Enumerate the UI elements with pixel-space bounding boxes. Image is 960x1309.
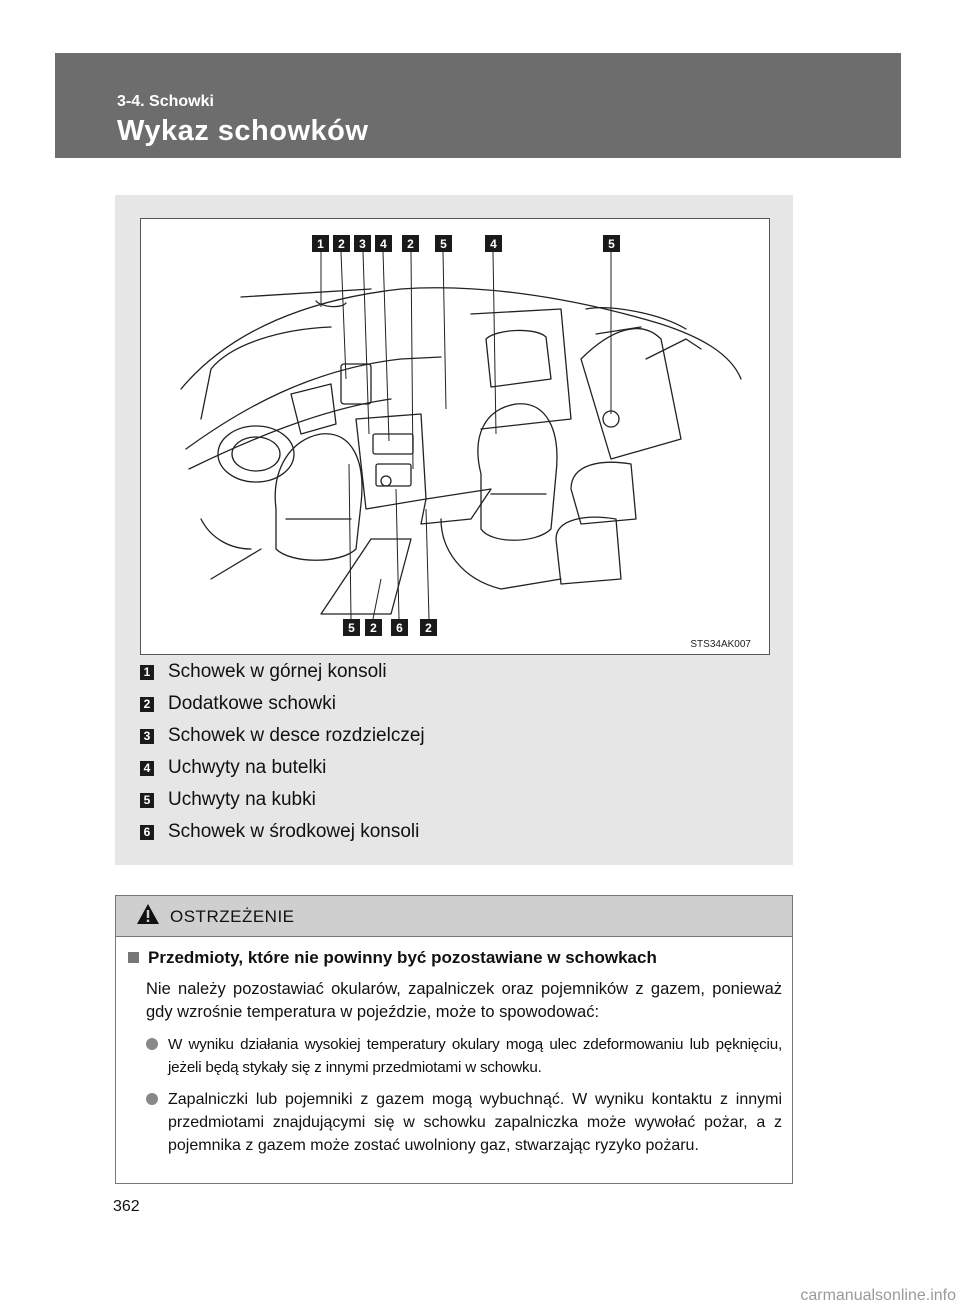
warning-paragraph: Nie należy pozostawiać okularów, zapalniczek oraz pojemników z gazem, ponieważ gdy wzrośnie temperatura w pojeździe, może to spowodować: <box>146 980 782 1021</box>
figure-panel <box>115 195 793 865</box>
warning-icon <box>136 903 160 925</box>
legend-item <box>140 720 768 752</box>
warning-bullet-text: Zapalniczki lub pojemniki z gazem mogą wybuchnąć. W wyniku kontaktu z innymi przedmiotami znajdującymi się w schowku zapalniczka może wywołać pożar, a z pojemnika z gazem może zostać uwolniony gaz, stwarzając ryzyko pożaru. <box>168 1091 782 1154</box>
warning-body <box>128 948 782 1157</box>
legend-label: Uchwyty na butelki <box>168 757 327 778</box>
callout-bottom-5: 5 <box>348 621 355 635</box>
number-badge: 2 <box>140 697 154 712</box>
legend-item <box>140 688 768 720</box>
warning-subhead <box>128 948 782 968</box>
legend-label: Schowek w górnej konsoli <box>168 661 387 682</box>
bullet-dot-icon <box>146 1038 158 1050</box>
callout-bottom-6: 6 <box>396 621 403 635</box>
legend-item <box>140 816 768 848</box>
callout-5b: 5 <box>608 237 615 251</box>
warning-label: OSTRZEŻENIE <box>170 907 295 926</box>
bullet-dot-icon <box>146 1093 158 1105</box>
section-label: 3-4. Schowki <box>117 93 214 110</box>
callouts-bottom <box>343 464 437 636</box>
illustration-code: STS34AK007 <box>690 639 751 650</box>
legend-item <box>140 784 768 816</box>
callout-1: 1 <box>317 237 324 251</box>
page-number: 362 <box>113 1198 140 1215</box>
legend-label: Dodatkowe schowki <box>168 693 336 714</box>
legend-item <box>140 752 768 784</box>
number-badge: 5 <box>140 793 154 808</box>
warning-bullet <box>146 1088 782 1157</box>
callout-2: 2 <box>338 237 345 251</box>
number-badge: 3 <box>140 729 154 744</box>
legend-item <box>140 656 768 688</box>
warning-box <box>115 895 793 1184</box>
callout-4b: 4 <box>490 237 497 251</box>
callout-3: 3 <box>359 237 366 251</box>
warning-subhead-text: Przedmioty, które nie powinny być pozostawiane w schowkach <box>148 948 657 967</box>
legend-label: Schowek w środkowej konsoli <box>168 821 420 842</box>
callout-bottom-2: 2 <box>370 621 377 635</box>
number-badge: 1 <box>140 665 154 680</box>
car-interior-drawing <box>141 219 769 654</box>
warning-bullet <box>146 1033 782 1079</box>
number-badge: 6 <box>140 825 154 840</box>
page-title: Wykaz schowków <box>117 115 369 147</box>
number-badge: 4 <box>140 761 154 776</box>
section-header <box>55 53 901 158</box>
legend-label: Uchwyty na kubki <box>168 789 316 810</box>
callout-2b: 2 <box>407 237 414 251</box>
car-interior-illustration <box>140 218 770 655</box>
legend <box>140 656 768 848</box>
callout-5: 5 <box>440 237 447 251</box>
warning-bullet-text: W wyniku działania wysokiej temperatury okulary mogą ulec zdeformowaniu lub pęknięciu, jeżeli będą stykały się z innymi przedmiotami w schowku. <box>168 1036 782 1076</box>
watermark: carmanualsonline.info <box>800 1287 956 1304</box>
warning-header <box>116 896 792 937</box>
legend-label: Schowek w desce rozdzielczej <box>168 725 425 746</box>
callout-bottom-2b: 2 <box>425 621 432 635</box>
square-bullet-icon <box>128 952 139 963</box>
callout-4: 4 <box>380 237 387 251</box>
